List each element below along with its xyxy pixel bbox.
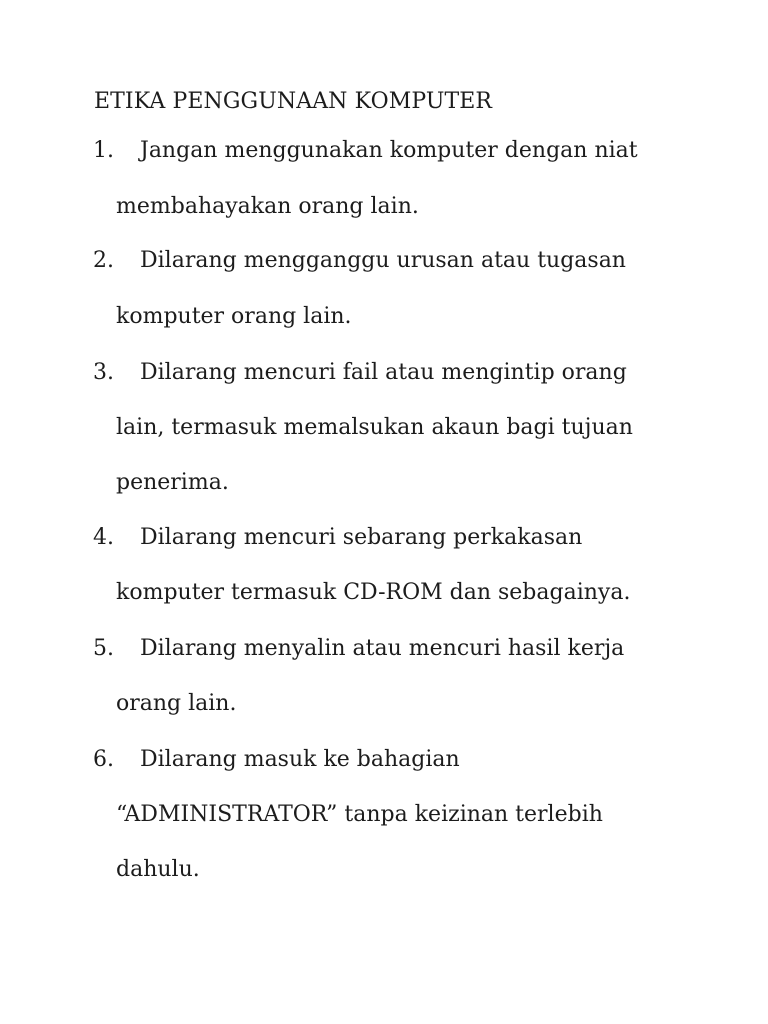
rule-text-line: orang lain.: [116, 691, 237, 716]
document-title: ETIKA PENGGUNAAN KOMPUTER: [94, 89, 493, 114]
rule-text-line: Dilarang mencuri sebarang perkakasan: [140, 525, 583, 550]
rule-text-line: komputer termasuk CD-ROM dan sebagainya.: [116, 580, 631, 605]
rule-text-line: Dilarang mencuri fail atau mengintip orang: [140, 360, 627, 385]
rule-text-line: penerima.: [116, 470, 229, 495]
rule-text-line: Jangan menggunakan komputer dengan niat: [140, 138, 638, 163]
rule-number: 6.: [93, 747, 114, 772]
rule-text-line: lain, termasuk memalsukan akaun bagi tujuan: [116, 415, 633, 440]
rule-text-line: membahayakan orang lain.: [116, 194, 419, 219]
rule-number: 2.: [93, 248, 114, 273]
rule-text-line: Dilarang masuk ke bahagian: [140, 747, 460, 772]
rule-text-line: komputer orang lain.: [116, 304, 352, 329]
rule-text-line: Dilarang menyalin atau mencuri hasil kerja: [140, 636, 625, 661]
rule-number: 3.: [93, 360, 114, 385]
rule-text-line: “ADMINISTRATOR” tanpa keizinan terlebih: [116, 802, 603, 827]
rule-text-line: dahulu.: [116, 857, 200, 882]
rule-number: 5.: [93, 636, 114, 661]
rule-text-line: Dilarang mengganggu urusan atau tugasan: [140, 248, 626, 273]
rule-number: 4.: [93, 525, 114, 550]
rule-number: 1.: [93, 138, 114, 163]
